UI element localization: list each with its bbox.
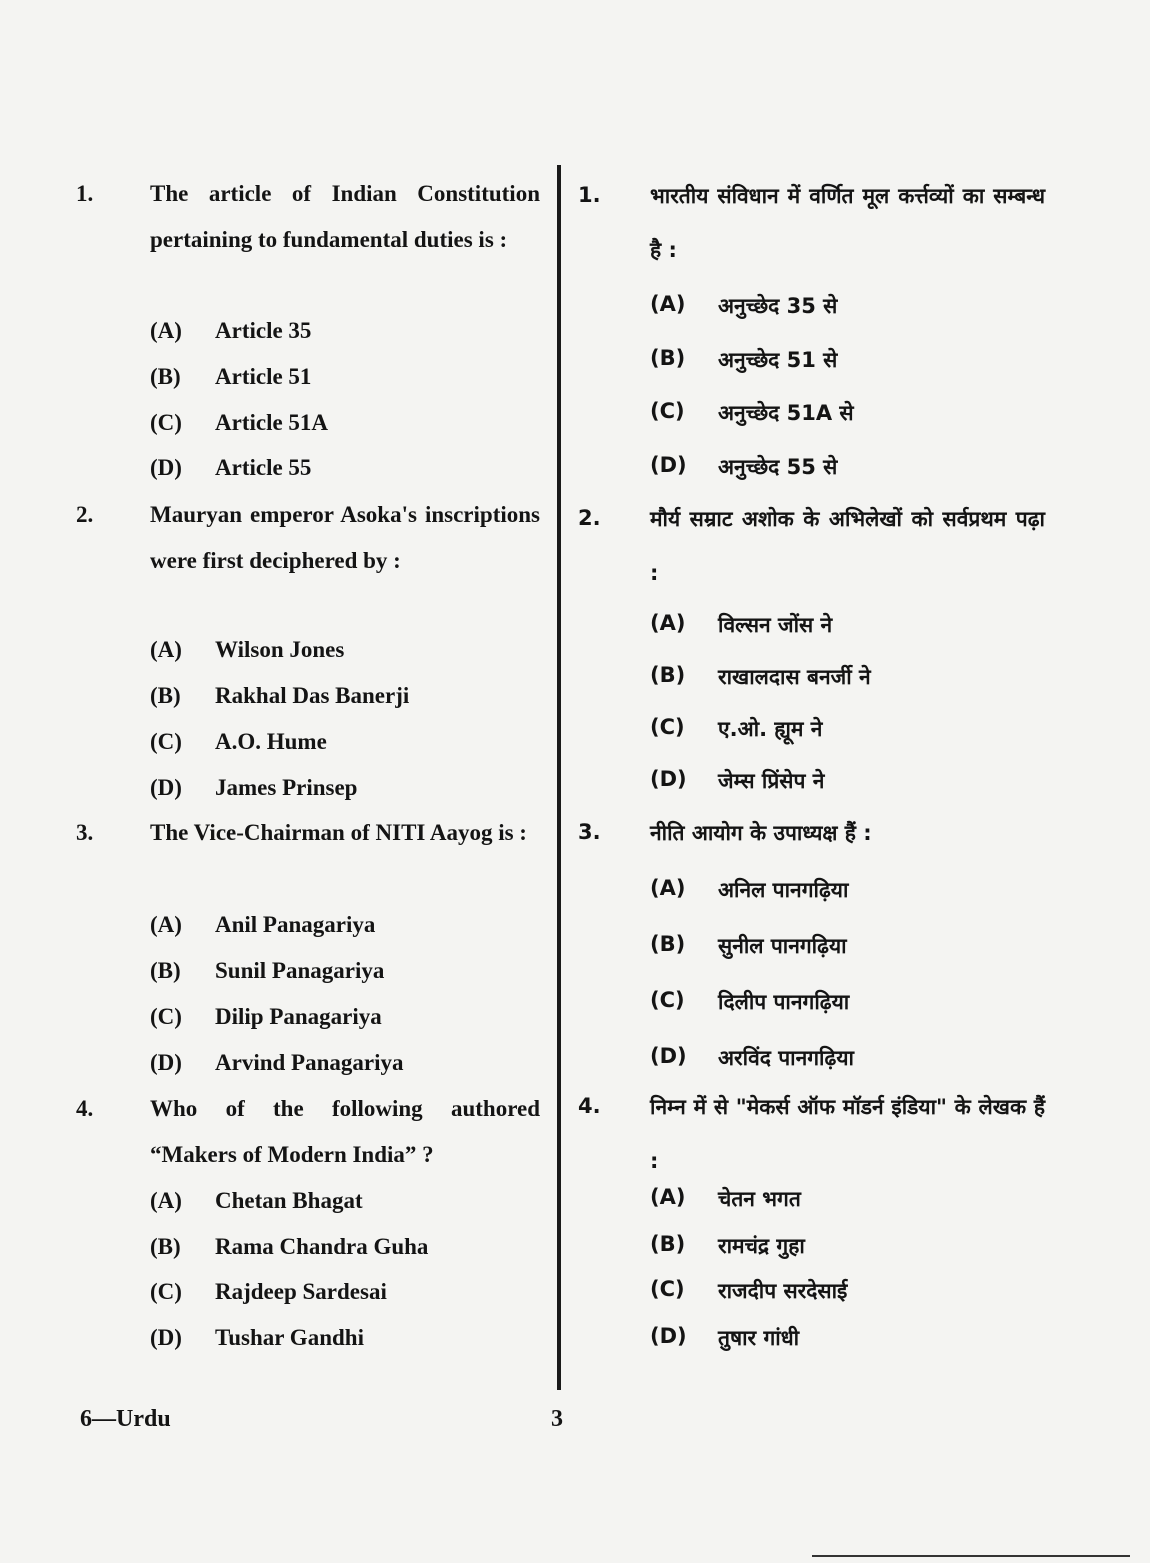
english-option-letter: (B) <box>150 683 181 708</box>
english-option-text: Chetan Bhagat <box>215 1188 363 1213</box>
hindi-option-text: जेम्स प्रिंसेप ने <box>718 769 825 793</box>
english-option-text: Article 35 <box>215 318 312 343</box>
hindi-option-letter: (B) <box>650 663 686 687</box>
hindi-option-letter: (C) <box>650 715 685 739</box>
hindi-option-text: चेतन भगत <box>718 1187 801 1211</box>
english-question-text: Who of the following authored “Makers of Modern India” ? <box>150 1096 540 1167</box>
hindi-option-letter: (D) <box>650 1324 687 1348</box>
english-option-letter: (D) <box>150 775 182 800</box>
english-question-number: 3. <box>76 820 94 845</box>
english-option-text: Wilson Jones <box>215 637 345 662</box>
english-option-text: Tushar Gandhi <box>215 1325 364 1350</box>
english-option-letter: (C) <box>150 729 182 754</box>
hindi-question-number: 4. <box>578 1094 601 1118</box>
english-question-number: 2. <box>76 502 94 527</box>
hindi-option-text: राजदीप सरदेसाई <box>718 1279 848 1303</box>
english-option-text: Rajdeep Sardesai <box>215 1279 387 1304</box>
hindi-option-letter: (D) <box>650 767 687 791</box>
hindi-option-letter: (C) <box>650 399 685 423</box>
hindi-option-letter: (C) <box>650 1277 685 1301</box>
english-option-text: A.O. Hume <box>215 729 327 754</box>
hindi-option-text: तुषार गांधी <box>718 1326 800 1350</box>
hindi-question-number: 3. <box>578 820 601 844</box>
english-option-letter: (A) <box>150 637 182 662</box>
english-option-letter: (B) <box>150 364 181 389</box>
english-option-text: Article 55 <box>215 455 312 480</box>
hindi-option-text: सुनील पानगढ़िया <box>718 934 847 958</box>
english-question-number: 1. <box>76 181 94 206</box>
hindi-option-text: रामचंद्र गुहा <box>718 1234 805 1258</box>
english-option-letter: (A) <box>150 912 182 937</box>
english-option-text: James Prinsep <box>215 775 358 800</box>
english-question-number: 4. <box>76 1096 94 1121</box>
hindi-option-letter: (B) <box>650 932 686 956</box>
english-option-letter: (C) <box>150 1004 182 1029</box>
hindi-question-number: 2. <box>578 506 601 530</box>
english-option-letter: (A) <box>150 1188 182 1213</box>
column-divider <box>557 165 561 1390</box>
english-option-text: Sunil Panagariya <box>215 958 385 983</box>
hindi-option-text: राखालदास बनर्जी ने <box>718 665 871 689</box>
hindi-option-text: अनुच्छेद 51 से <box>718 348 838 372</box>
hindi-question-number: 1. <box>578 183 601 207</box>
english-option-text: Arvind Panagariya <box>215 1050 404 1075</box>
english-option-text: Anil Panagariya <box>215 912 376 937</box>
bottom-rule <box>812 1555 1130 1557</box>
english-option-letter: (C) <box>150 1279 182 1304</box>
english-option-text: Rakhal Das Banerji <box>215 683 410 708</box>
english-option-text: Article 51 <box>215 364 312 389</box>
english-question-text: The article of Indian Constitution pertaining to fundamental duties is : <box>150 181 540 252</box>
page-number: 3 <box>551 1406 563 1432</box>
english-option-letter: (B) <box>150 1234 181 1259</box>
hindi-option-letter: (A) <box>650 876 686 900</box>
hindi-option-letter: (B) <box>650 1232 686 1256</box>
english-option-letter: (D) <box>150 455 182 480</box>
english-option-text: Dilip Panagariya <box>215 1004 382 1029</box>
english-option-letter: (C) <box>150 410 182 435</box>
hindi-option-text: ए.ओ. ह्यूम ने <box>718 717 823 741</box>
english-option-text: Rama Chandra Guha <box>215 1234 429 1259</box>
english-option-letter: (B) <box>150 958 181 983</box>
paper-code: 6—Urdu <box>80 1406 171 1432</box>
hindi-option-text: अनुच्छेद 35 से <box>718 294 838 318</box>
hindi-option-letter: (D) <box>650 453 687 477</box>
english-option-letter: (D) <box>150 1325 182 1350</box>
hindi-option-letter: (A) <box>650 1185 686 1209</box>
hindi-question-text: भारतीय संविधान में वर्णित मूल कर्त्तव्यों का सम्बन्ध है : <box>650 184 1045 262</box>
hindi-option-text: अनुच्छेद 51A से <box>718 401 854 425</box>
hindi-option-letter: (A) <box>650 292 686 316</box>
hindi-question-text: नीति आयोग के उपाध्यक्ष हैं : <box>650 821 872 845</box>
hindi-option-text: विल्सन जोंस ने <box>718 613 833 637</box>
hindi-option-letter: (B) <box>650 346 686 370</box>
hindi-option-text: दिलीप पानगढ़िया <box>718 990 850 1014</box>
hindi-option-text: अरविंद पानगढ़िया <box>718 1046 854 1070</box>
hindi-question-text: निम्न में से "मेकर्स ऑफ मॉडर्न इंडिया" के लेखक हैं : <box>650 1095 1045 1173</box>
hindi-option-text: अनिल पानगढ़िया <box>718 878 849 902</box>
hindi-option-letter: (D) <box>650 1044 687 1068</box>
english-question-text: Mauryan emperor Asoka's inscriptions were first deciphered by : <box>150 502 540 573</box>
english-option-letter: (D) <box>150 1050 182 1075</box>
hindi-option-letter: (C) <box>650 988 685 1012</box>
english-question-text: The Vice-Chairman of NITI Aayog is : <box>150 820 527 845</box>
hindi-option-text: अनुच्छेद 55 से <box>718 455 838 479</box>
english-option-letter: (A) <box>150 318 182 343</box>
hindi-option-letter: (A) <box>650 611 686 635</box>
hindi-question-text: मौर्य सम्राट अशोक के अभिलेखों को सर्वप्रथम पढ़ा : <box>650 507 1045 585</box>
english-option-text: Article 51A <box>215 410 329 435</box>
